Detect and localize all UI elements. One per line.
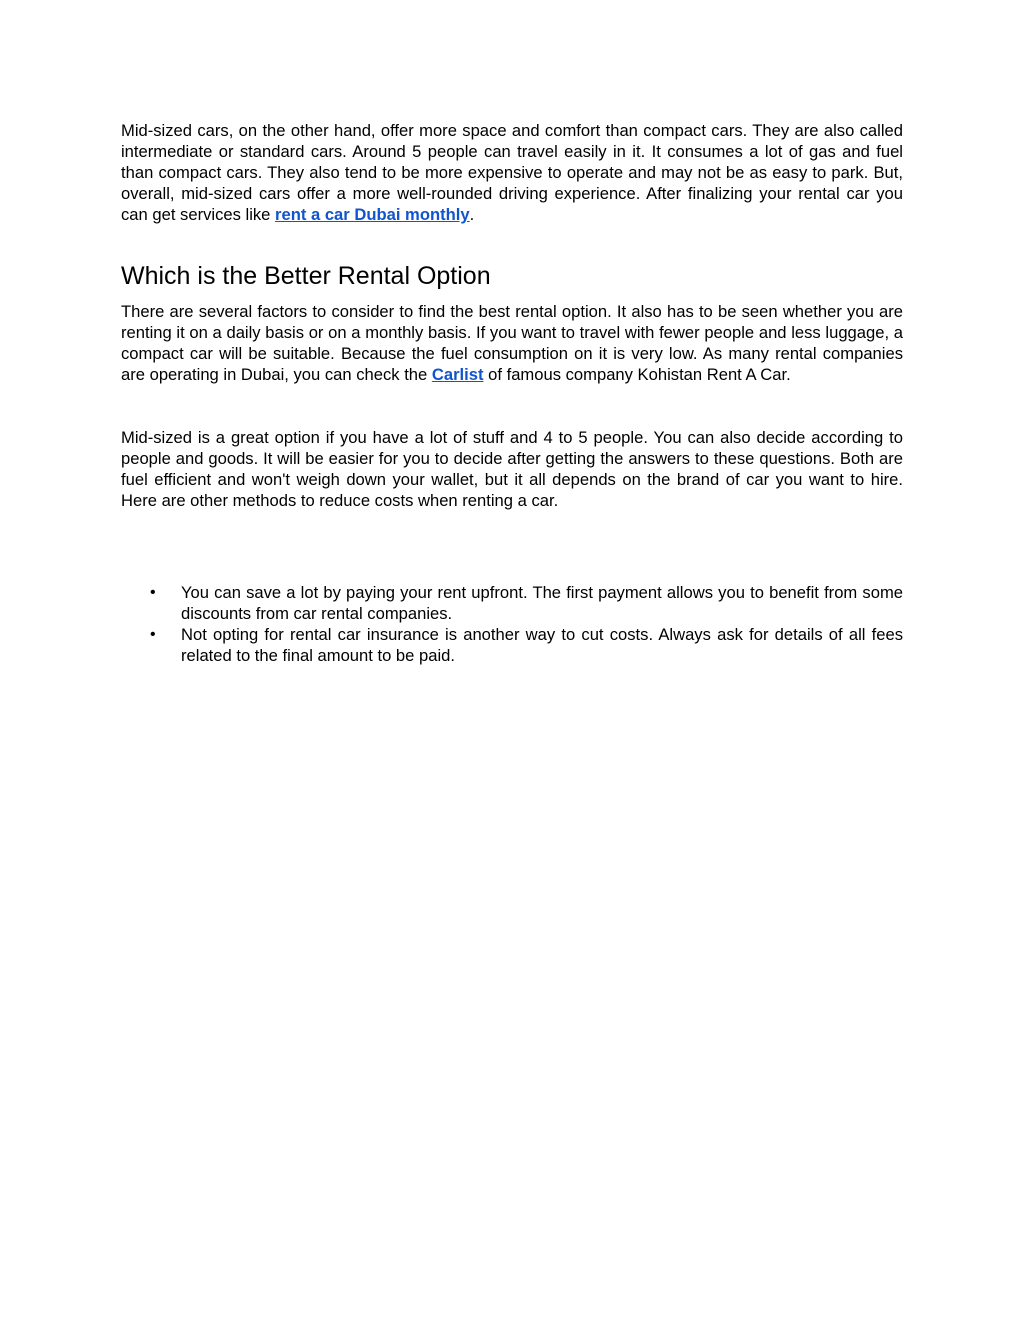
section-heading: Which is the Better Rental Option xyxy=(121,262,491,290)
list-item xyxy=(150,624,903,666)
rent-a-car-dubai-monthly-link[interactable]: rent a car Dubai monthly xyxy=(275,205,470,224)
paragraph-rental-factors xyxy=(121,301,903,385)
list-item-text: You can save a lot by paying your rent upfront. The first payment allows you to benefit from some discounts from car rental companies. xyxy=(181,583,903,623)
paragraph-text-end: of famous company Kohistan Rent A Car. xyxy=(483,365,791,384)
cost-saving-list xyxy=(121,582,903,666)
bullet-icon: • xyxy=(150,626,156,643)
carlist-link[interactable]: Carlist xyxy=(431,365,484,384)
paragraph-text: There are several factors to consider to find the best rental option. It also has to be seen whether you are renting it on a daily basis or on a monthly basis. If you want to travel with fewer people and less luggage, a compact car will be suitable. Because the fuel consumption on it is very low. As many rental companies are operating in Dubai, you can check the xyxy=(121,302,903,384)
document-page xyxy=(121,120,903,666)
paragraph-mid-sized-cars xyxy=(121,120,903,225)
paragraph-text-end: . xyxy=(469,205,475,224)
list-item-text: Not opting for rental car insurance is another way to cut costs. Always ask for details of all fees related to the final amount to be paid. xyxy=(181,625,903,665)
bullet-icon: • xyxy=(150,584,156,601)
list-item xyxy=(150,582,903,624)
paragraph-mid-sized-option: Mid-sized is a great option if you have a lot of stuff and 4 to 5 people. You can also decide according to people and goods. It will be easier for you to decide after getting the answers to these questions. Both are fuel efficient and won't weigh down your wallet, but it all depends on the brand of car you want to hire. Here are other methods to reduce costs when renting a car. xyxy=(121,428,903,510)
paragraph-text: Mid-sized cars, on the other hand, offer more space and comfort than compact cars. They are also called intermediate or standard cars. Around 5 people can travel easily in it. It consumes a lot of gas and fuel than compact cars. They also tend to be more expensive to operate and may not be as easy to park. But, overall, mid-sized cars offer a more well-rounded driving experience. After finalizing your rental car you can get services like xyxy=(121,121,903,224)
